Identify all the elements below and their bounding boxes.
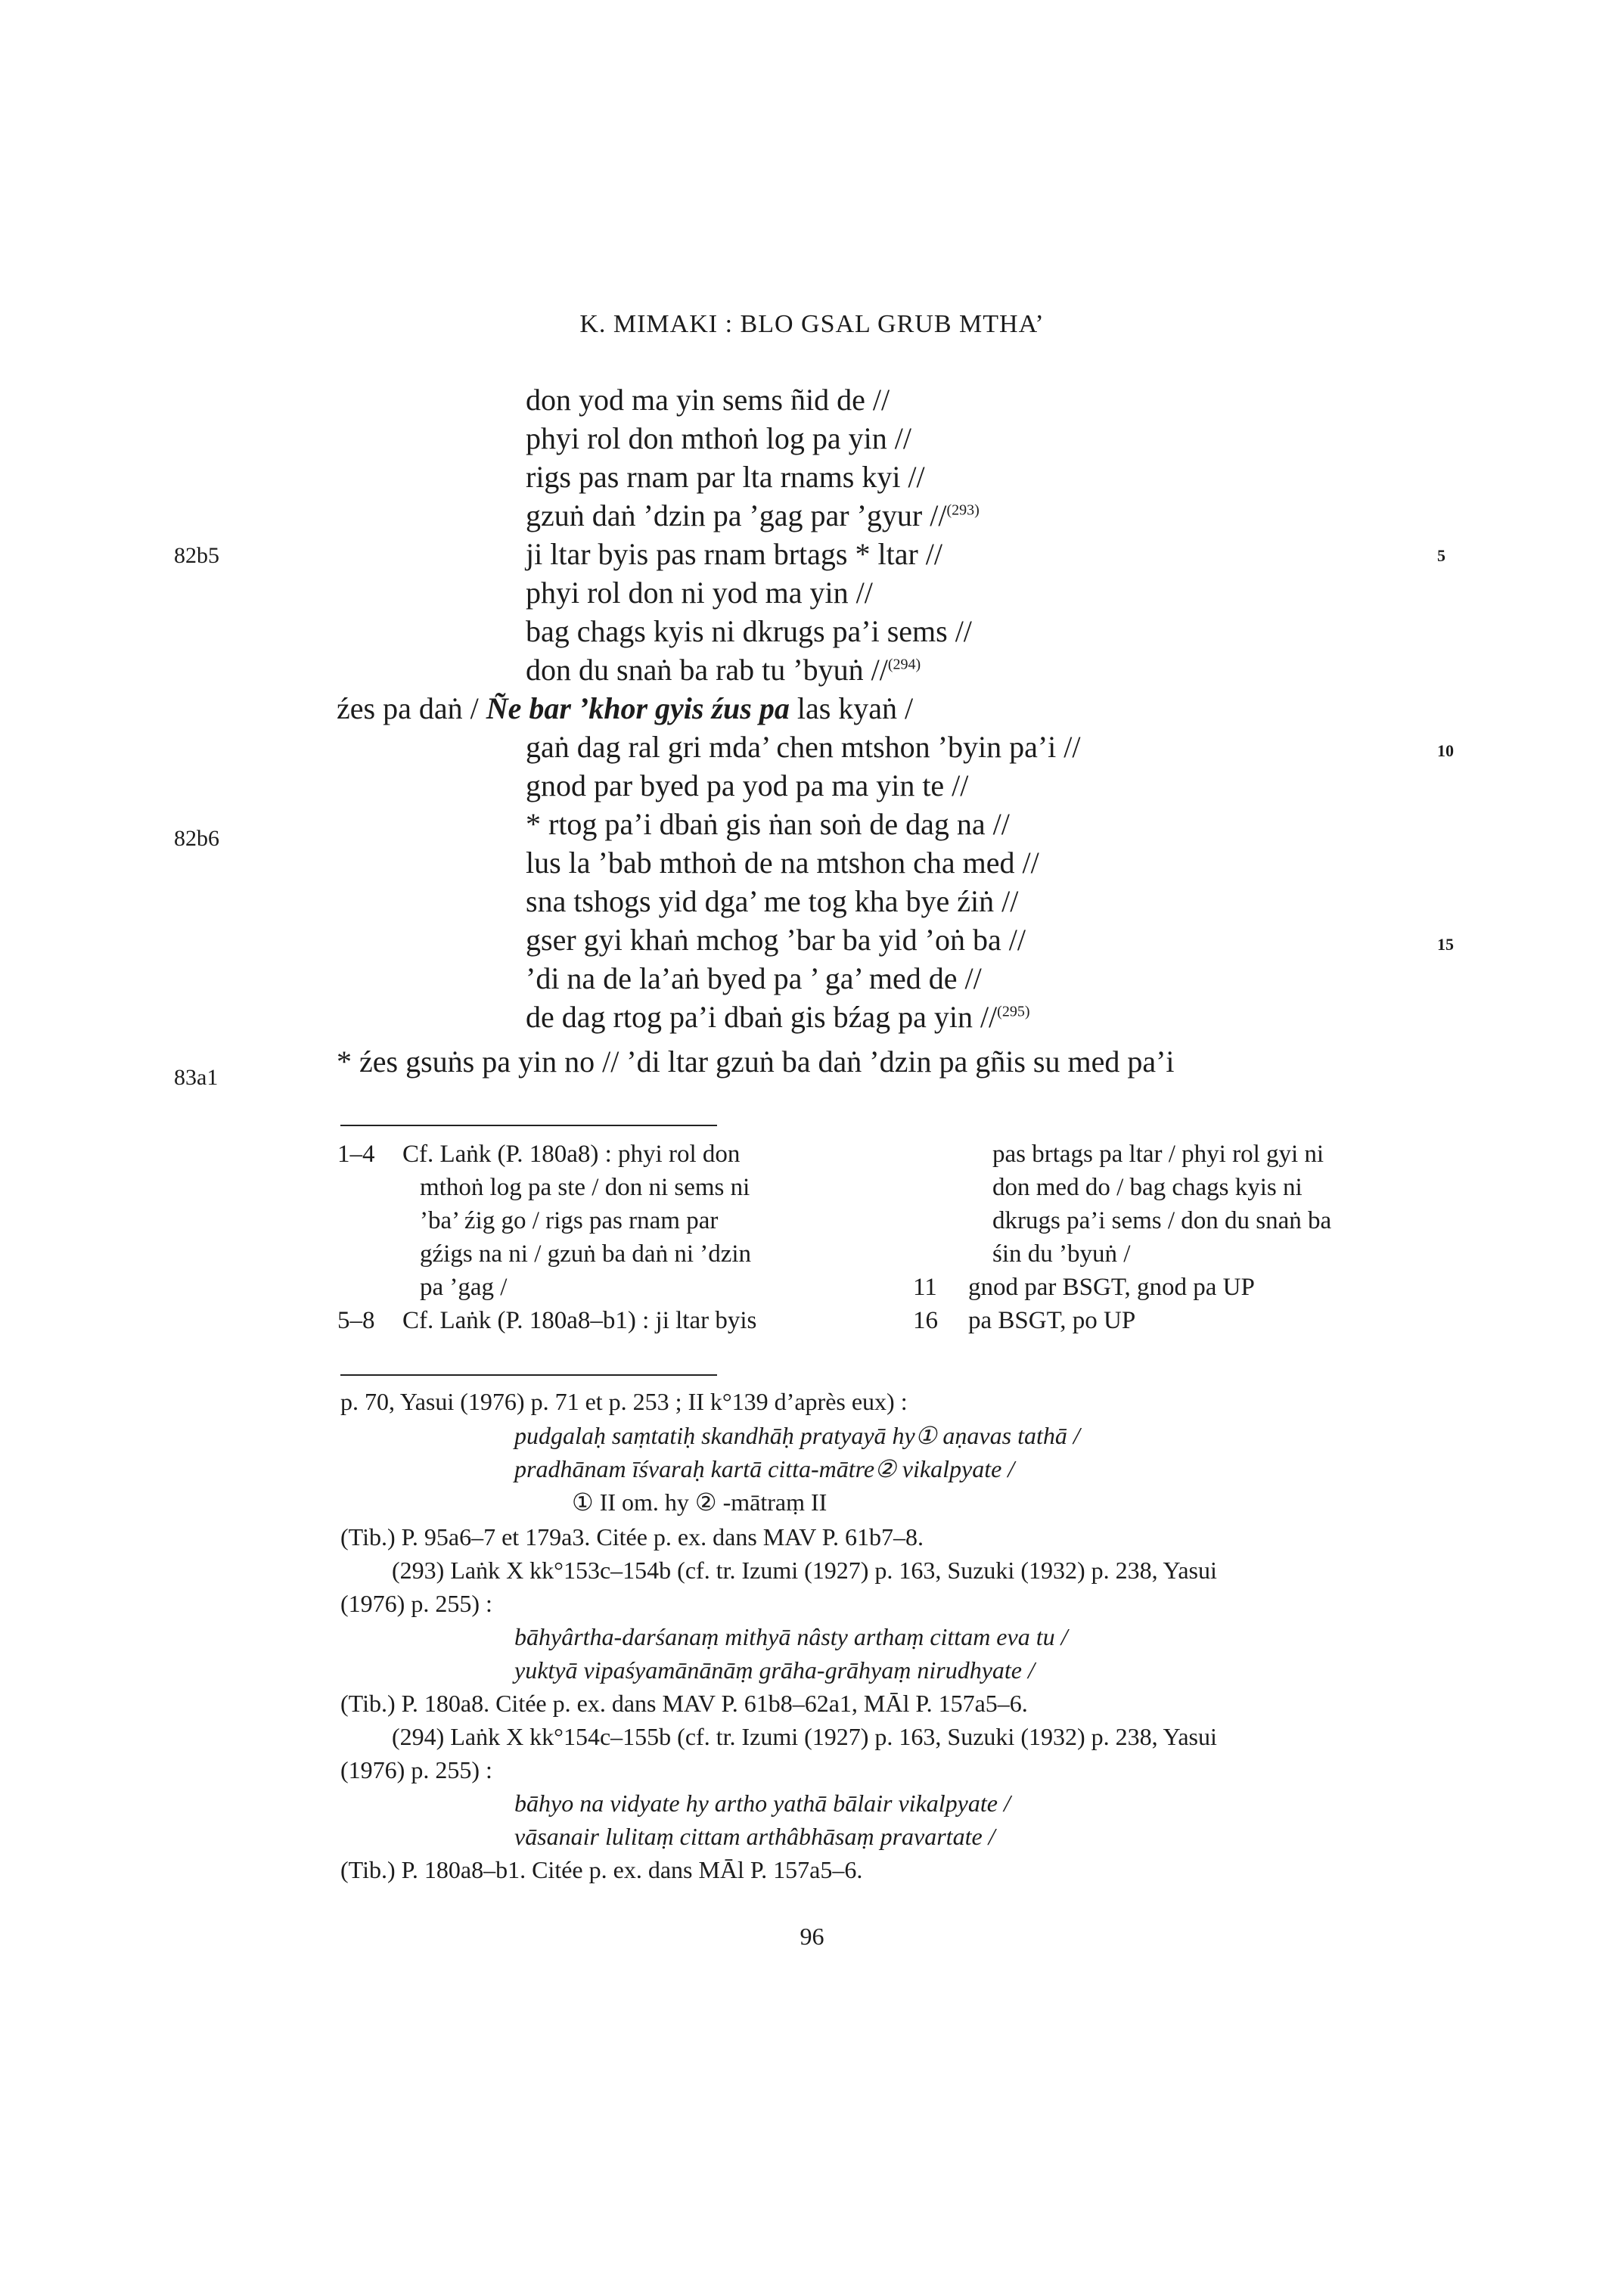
apparatus-line: pas brtags pa ltar / phyi rol gyi ni bbox=[992, 1141, 1324, 1168]
apparatus-line: Cf. Laṅk (P. 180a8–b1) : ji ltar byis bbox=[402, 1307, 757, 1334]
verse-line: de dag rtog pa’i dbaṅ gis bźag pa yin //$^{(295)}$ bbox=[526, 1000, 1030, 1034]
folio-ref: 83a1 bbox=[174, 1065, 219, 1090]
apparatus-label: 5–8 bbox=[337, 1307, 375, 1334]
line-number: 10 bbox=[1437, 741, 1454, 760]
note-marker: (294) bbox=[887, 656, 921, 673]
apparatus-line: śin du ’byuṅ / bbox=[992, 1240, 1131, 1268]
apparatus-line: Cf. Laṅk (P. 180a8) : phyi rol don bbox=[402, 1141, 741, 1168]
line-number: 5 bbox=[1437, 546, 1445, 565]
verse-line: ji ltar byis pas rnam brtags * ltar // bbox=[526, 537, 942, 571]
folio-ref: 82b5 bbox=[174, 543, 219, 568]
apparatus-line: don med do / bag chags kyis ni bbox=[992, 1174, 1303, 1201]
verse-line: phyi rol don ni yod ma yin // bbox=[526, 576, 873, 610]
variant-note: ① II om. hy ② -mātraṃ II bbox=[572, 1488, 828, 1516]
verse-line: gzuṅ daṅ ’dzin pa ’gag par ’gyur //$^{(293)}$ bbox=[526, 498, 980, 532]
apparatus-line: dkrugs pa’i sems / don du snaṅ ba bbox=[992, 1207, 1332, 1234]
page-number: 96 bbox=[800, 1923, 824, 1950]
verse-line: gaṅ dag ral gri mda’ chen mtshon ’byin pa’i // bbox=[526, 730, 1081, 764]
sanskrit-verse: yuktyā vipaśyamānānāṃ grāha-grāhyaṃ nirudhyate / bbox=[514, 1656, 1035, 1684]
prose-line: * źes gsuṅs pa yin no // ’di ltar gzuṅ ba daṅ ’dzin pa gñis su med pa’i bbox=[337, 1045, 1175, 1079]
sanskrit-verse: bāhyo na vidyate hy artho yathā bālair vikalpyate / bbox=[514, 1790, 1011, 1817]
footnote-line: (293) Laṅk X kk°153c–154b (cf. tr. Izumi (1927) p. 163, Suzuki (1932) p. 238, Yasui bbox=[392, 1557, 1217, 1584]
verse-line: phyi rol don mthoṅ log pa yin // bbox=[526, 421, 911, 455]
apparatus-line: pa ’gag / bbox=[420, 1274, 508, 1301]
apparatus-line: ’ba’ źig go / rigs pas rnam par bbox=[420, 1207, 719, 1234]
verse-line: gnod par byed pa yod pa ma yin te // bbox=[526, 768, 969, 802]
apparatus-line: mthoṅ log pa ste / don ni sems ni bbox=[420, 1174, 750, 1201]
footnote-line: (Tib.) P. 180a8–b1. Citée p. ex. dans MĀl P. 157a5–6. bbox=[340, 1856, 863, 1883]
folio-ref: 82b6 bbox=[174, 826, 219, 851]
sanskrit-verse: pudgalaḥ saṃtatiḥ skandhāḥ pratyayā hy① aṇavas tathā / bbox=[514, 1422, 1080, 1449]
verse-line: don du snaṅ ba rab tu ’byuṅ //$^{(294)}$ bbox=[526, 653, 921, 687]
footnote-line: (Tib.) P. 95a6–7 et 179a3. Citée p. ex. dans MAV P. 61b7–8. bbox=[340, 1523, 924, 1551]
apparatus-line: pa BSGT, po UP bbox=[968, 1307, 1136, 1334]
apparatus-line: gnod par BSGT, gnod pa UP bbox=[968, 1274, 1255, 1301]
footnote-rule bbox=[340, 1374, 717, 1376]
cited-title: Ñe bar ’khor gyis źus pa bbox=[486, 691, 790, 725]
running-title: K. MIMAKI : BLO GSAL GRUB MTHA’ bbox=[579, 310, 1045, 338]
apparatus-rule bbox=[340, 1125, 717, 1126]
apparatus-label: 16 bbox=[913, 1307, 938, 1334]
verse-line: bag chags kyis ni dkrugs pa’i sems // bbox=[526, 614, 972, 648]
footnote-line: (1976) p. 255) : bbox=[340, 1590, 492, 1617]
footnote-line: (Tib.) P. 180a8. Citée p. ex. dans MAV P. 61b8–62a1, MĀl P. 157a5–6. bbox=[340, 1690, 1028, 1717]
verse-line: rigs pas rnam par lta rnams kyi // bbox=[526, 460, 925, 494]
apparatus-line: gźigs na ni / gzuṅ ba daṅ ni ’dzin bbox=[420, 1240, 752, 1268]
apparatus-label: 1–4 bbox=[337, 1141, 375, 1168]
verse-line: don yod ma yin sems ñid de // bbox=[526, 383, 890, 417]
note-marker: (293) bbox=[946, 501, 980, 519]
prose-line: źes pa daṅ / Ñe bar ’khor gyis źus pa las kyaṅ / bbox=[337, 691, 914, 725]
verse-line: ’di na de la’aṅ byed pa ’ ga’ med de // bbox=[526, 961, 982, 995]
sanskrit-verse: bāhyârtha-darśanaṃ mithyā nâsty arthaṃ cittam eva tu / bbox=[514, 1623, 1068, 1650]
verse-line: gser gyi khaṅ mchog ’bar ba yid ’oṅ ba // bbox=[526, 923, 1026, 957]
verse-line: lus la ’bab mthoṅ de na mtshon cha med // bbox=[526, 846, 1039, 880]
verse-line: sna tshogs yid dga’ me tog kha bye źiṅ // bbox=[526, 884, 1019, 918]
footnote-line: (294) Laṅk X kk°154c–155b (cf. tr. Izumi (1927) p. 163, Suzuki (1932) p. 238, Yasui bbox=[392, 1723, 1217, 1750]
line-number: 15 bbox=[1437, 935, 1454, 954]
verse-line: * rtog pa’i dbaṅ gis ṅan soṅ de dag na // bbox=[526, 807, 1010, 841]
apparatus-label: 11 bbox=[913, 1274, 937, 1301]
footnote-line: p. 70, Yasui (1976) p. 71 et p. 253 ; II k°139 d’après eux) : bbox=[340, 1388, 908, 1415]
footnote-line: (1976) p. 255) : bbox=[340, 1756, 492, 1783]
sanskrit-verse: pradhānam īśvaraḥ kartā citta-mātre② vikalpyate / bbox=[514, 1455, 1015, 1482]
note-marker: (295) bbox=[997, 1003, 1030, 1020]
sanskrit-verse: vāsanair lulitaṃ cittam arthâbhāsaṃ pravartate / bbox=[514, 1823, 995, 1850]
